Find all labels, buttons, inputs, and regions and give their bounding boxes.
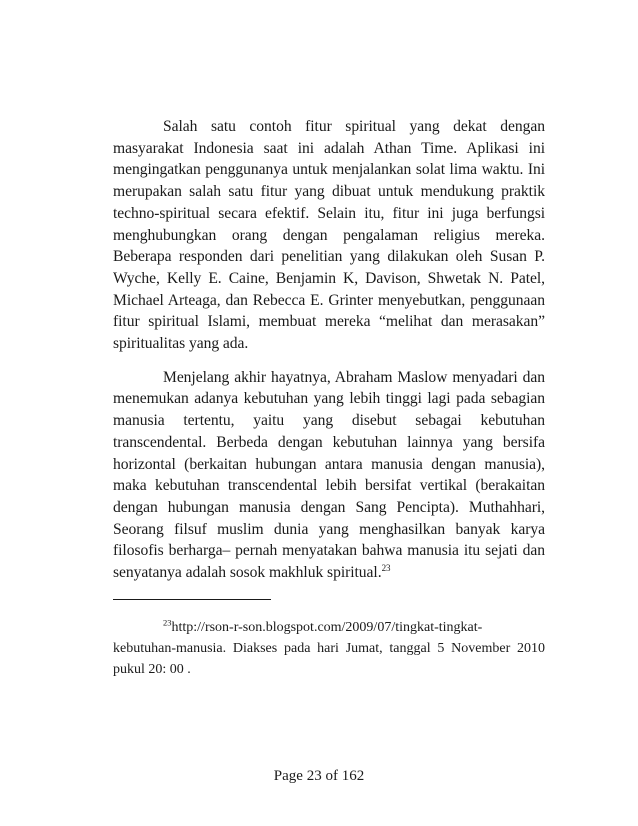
paragraph-2-text: Menjelang akhir hayatnya, Abraham Maslow menyadari dan menemukan adanya kebutuhan yang lebih tinggi lagi pada sebagian manusia tertentu, yaitu yang disebut sebagai kebutuhan transcendental. Berbeda dengan kebutuhan lainnya yang bersifa horizontal (berkaitan hubungan antara manusia dengan manusia), maka kebutuhan transcendental lebih bersifat vertikal (berakaitan dengan hubungan manusia dengan Sang Pencipta). Muthahhari, Seorang filsuf muslim dunia yang menghasilkan banyak karya filosofis berharga– pernah menyatakan bahwa manusia itu sejati dan senyatanya adalah sosok makhluk spiritual. xyxy=(113,368,545,582)
footnote-text: http://rson-r-son.blogspot.com/2009/07/tingkat-tingkat-kebutuhan-manusia. Diakses pada hari Jumat, tanggal 5 November 2010 pukul 20: 00 . xyxy=(113,619,545,677)
footnote-number: 23 xyxy=(163,617,172,628)
paragraph-1-text: Salah satu contoh fitur spiritual yang dekat dengan masyarakat Indonesia saat ini adalah Athan Time. Aplikasi ini mengingatkan penggunanya untuk menjalankan solat lima waktu. Ini merupakan salah satu fitur yang dibuat untuk mendukung praktik techno-spiritual secara efektif. Selain itu, fitur ini juga berfungsi menghubungkan orang dengan pengalaman religius mereka. Beberapa responden dari penelitian yang dilakukan oleh Susan P. Wyche, Kelly E. Caine, Benjamin K, Davison, Shwetak N. Patel, Michael Arteaga, dan Rebecca E. Grinter menyebutkan, penggunaan fitur spiritual Islami, membuat mereka “melihat dan merasakan” spiritualitas yang ada. xyxy=(113,118,545,353)
page-number: Page 23 of 162 xyxy=(273,768,365,784)
paragraph-maslow xyxy=(113,367,545,584)
footnote-separator xyxy=(113,599,271,600)
paragraph-athan-time xyxy=(113,116,545,355)
footnote-reference[interactable]: 23 xyxy=(381,562,391,573)
page-body xyxy=(113,116,545,680)
footnote xyxy=(113,617,545,680)
